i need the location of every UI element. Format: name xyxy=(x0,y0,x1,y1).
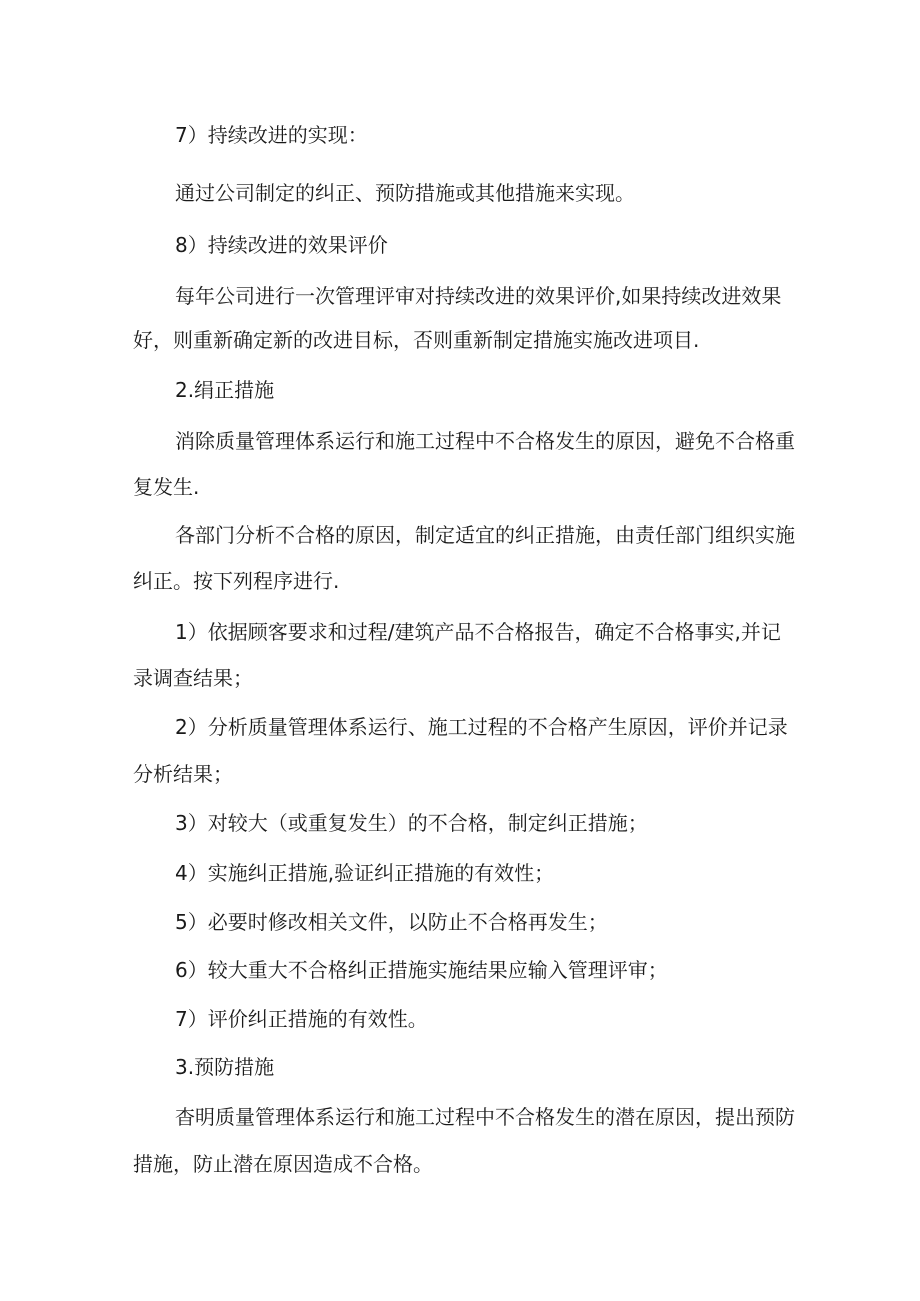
list-item: 5）必要时修改相关文件，以防止不合格再发生； xyxy=(175,910,608,934)
paragraph-line: 消除质量管理体系运行和施工过程中不合格发生的原因，避免不合格重 xyxy=(175,429,795,453)
paragraph-line: 杳明质量管理体系运行和施工过程中不合格发生的潜在原因，提出预防 xyxy=(175,1105,795,1129)
list-item: 2）分析质量管理体系运行、施工过程的不合格产生原因，评价并记录 xyxy=(175,715,788,739)
paragraph-line: 通过公司制定的纠正、预防措施或其他措施来实现。 xyxy=(175,181,635,205)
item-8-heading: 8）持续改进的效果评价 xyxy=(175,233,388,257)
list-item-continuation: 分析结果； xyxy=(133,762,233,786)
paragraph-line: 措施，防止潜在原因造成不合格。 xyxy=(133,1152,433,1176)
paragraph-line: 各部门分析不合格的原因，制定适宜的纠正措施，由责任部门组织实施 xyxy=(175,523,795,547)
list-item: 7）评价纠正措施的有效性。 xyxy=(175,1007,428,1031)
list-item-continuation: 录调查结果； xyxy=(133,666,253,690)
paragraph-line: 复发生. xyxy=(133,475,200,499)
paragraph-line: 每年公司进行一次管理评审对持续改进的效果评价,如果持续改进效果 xyxy=(175,284,782,308)
item-7-heading: 7）持续改进的实现： xyxy=(175,123,368,147)
paragraph-line: 纠正。按下列程序进行. xyxy=(133,569,340,593)
list-item: 6）较大重大不合格纠正措施实施结果应输入管理评审； xyxy=(175,958,668,982)
list-item: 1）依据顾客要求和过程/建筑产品不合格报告，确定不合格事实,并记 xyxy=(175,620,781,644)
section-heading-3: 3.预防措施 xyxy=(175,1055,275,1079)
paragraph-line: 好，则重新确定新的改进目标，否则重新制定措施实施改进项目. xyxy=(133,328,700,352)
list-item: 4）实施纠正措施,验证纠正措施的有效性； xyxy=(175,861,555,885)
section-heading-2: 2.绢正措施 xyxy=(175,378,275,402)
list-item: 3）对较大（或重复发生）的不合格，制定纠正措施； xyxy=(175,811,648,835)
